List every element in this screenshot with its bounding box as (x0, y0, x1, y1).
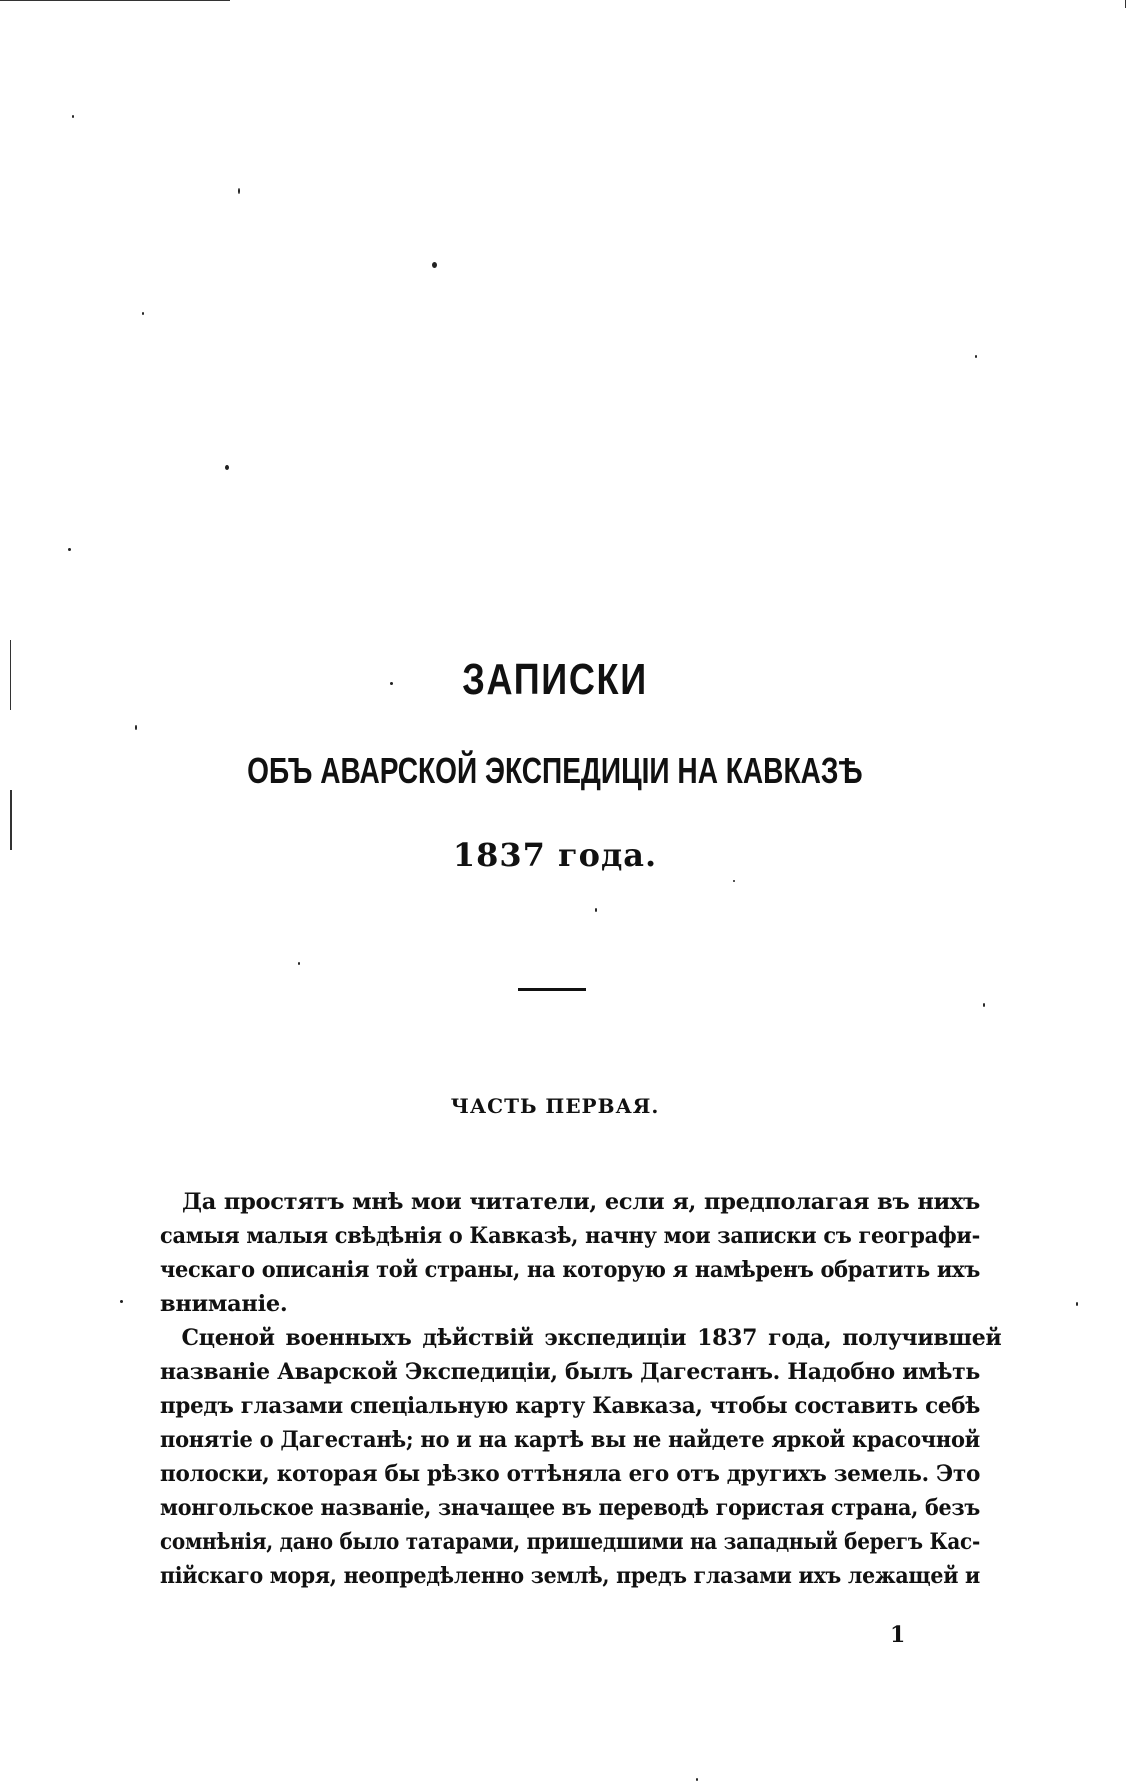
scan-speck (238, 188, 240, 194)
book-subtitle: ОБЪ АВАРСКОЙ ЭКСПЕДИЦІИ НА КАВКАЗѢ (247, 750, 863, 791)
scan-speck (142, 312, 144, 315)
scan-edge-mark (10, 790, 12, 850)
body-text (160, 1185, 1002, 1593)
body-line: самыя малыя свѣдѣнія о Кавказѣ, начну мои записки съ географи- (160, 1223, 981, 1249)
part-heading: ЧАСТЬ ПЕРВАЯ. (450, 1094, 660, 1118)
scan-speck (68, 548, 71, 551)
scan-speck (390, 682, 393, 685)
scan-speck (225, 465, 229, 470)
body-line: пійскаго моря, неопредѣленно землѣ, предъ глазами ихъ лежащей и (160, 1563, 981, 1589)
scan-speck (120, 1300, 123, 1303)
scan-speck (1076, 1302, 1078, 1306)
scan-speck (983, 1003, 985, 1007)
scan-edge-mark (1125, 0, 1126, 8)
body-line: ческаго описанія той страны, на которую я намѣренъ обратить ихъ (160, 1257, 980, 1283)
scan-speck (298, 962, 300, 965)
scan-edge-mark (0, 0, 230, 1)
body-line: Да простятъ мнѣ мои читатели, если я, предполагая въ нихъ (182, 1189, 980, 1215)
scan-speck (975, 355, 977, 358)
scan-speck (432, 262, 437, 268)
scan-speck (733, 880, 735, 882)
book-title: ЗАПИСКИ (462, 655, 648, 704)
body-line: полоски, которая бы рѣзко оттѣняла его отъ другихъ земель. Это (160, 1461, 981, 1487)
scan-edge-mark (10, 640, 11, 710)
body-line: предъ глазами спеціальную карту Кавказа, чтобы составить себѣ (160, 1393, 980, 1419)
scan-speck (135, 725, 137, 730)
scan-speck (72, 115, 74, 118)
body-line: Сценой военныхъ дѣйствій экспедиціи 1837 года, получившей (181, 1325, 1002, 1351)
body-line: названіе Аварской Экспедиціи, былъ Дагестанъ. Надобно имѣть (160, 1359, 980, 1385)
body-line: понятіе о Дагестанѣ; но и на картѣ вы не найдете яркой красочной (160, 1427, 980, 1453)
title-divider-rule (518, 988, 586, 991)
scan-speck (595, 908, 597, 912)
body-line: монгольское названіе, значащее въ переводѣ гористая страна, безъ (160, 1495, 980, 1521)
body-line: сомнѣнія, дано было татарами, пришедшими на западный берегъ Кас- (160, 1529, 980, 1555)
book-year: 1837 года. (452, 836, 658, 874)
page-number: 1 (890, 1622, 906, 1648)
body-line: вниманіе. (160, 1291, 288, 1317)
